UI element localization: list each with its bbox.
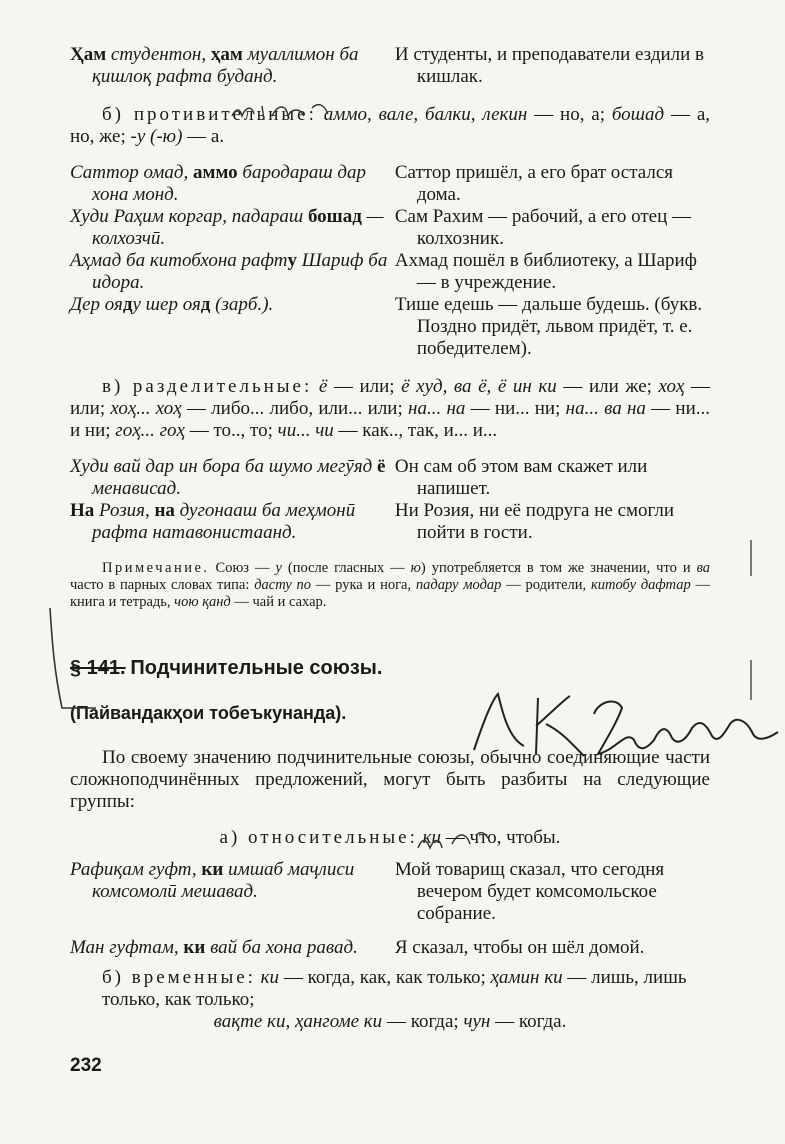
section-title: Подчинительные союзы. <box>130 657 383 679</box>
russian-translation: Ахмад пошёл в библиотеку, а Шариф — в учреждение. <box>394 250 697 293</box>
intro-paragraph: По своему значению подчинительные союзы, обычно соединяющие части сложноподчинённых предложений, могут быть разбиты на следующие группы: <box>70 747 710 812</box>
tajik-sentence: Худи вай дар ин бора ба шумо мегӯяд ё менависад. <box>70 456 386 499</box>
example-pair <box>70 500 710 544</box>
tajik-sentence: Ман гуфтам, ки вай ба хона равад. <box>70 937 358 958</box>
russian-translation: Ни Розия, ни её подруга не смогли пойти в гости. <box>394 500 675 543</box>
example-pair <box>70 456 710 500</box>
page-number: 232 <box>70 1055 102 1076</box>
disjunctive-definition: в) разделительные: ё — или; ё худ, ва ё, ё ин ки — или же; хоҳ — или; хоҳ... хоҳ — либо... либо, или... или; на... на — ни... ни; на... ва на — ни... и ни; гоҳ... гоҳ — то.., то; чи... чи — как.., так, и... и... <box>70 376 711 441</box>
russian-translation: И студенты, и преподаватели ездили в кишлак. <box>394 44 705 87</box>
right-margin-mark <box>745 540 757 700</box>
example-pair <box>70 44 710 88</box>
adversative-definition: б) противительные: аммо, вале, балки, лекин — но, а; бошад — а, но, же; -у (-ю) — а. <box>70 104 711 147</box>
tajik-sentence: Дер ояду шер ояд (зарб.). <box>70 294 274 315</box>
russian-translation: Тише едешь — дальше будешь. (букв. Поздно придёт, львом придёт, т. е. победителем). <box>394 294 703 359</box>
tajik-sentence: Рафиқам гуфт, ки имшаб маҷлиси комсомолӣ мешавад. <box>70 859 355 902</box>
section-number: § 141. <box>70 657 126 679</box>
example-pair <box>70 206 710 250</box>
russian-translation: Мой товарищ сказал, что сегодня вечером будет комсомольское собрание. <box>394 859 665 924</box>
example-pair <box>70 294 710 360</box>
russian-translation: Сам Рахим — рабочий, а его отец — колхозник. <box>394 206 692 249</box>
example-pair <box>70 937 710 959</box>
relative-definition: а) относительные: ки — что, чтобы. <box>219 827 561 848</box>
russian-translation: Саттор пришёл, а его брат остался дома. <box>394 162 674 205</box>
temporal-definition: б) временные: ки — когда, как, как только; ҳамин ки — лишь, лишь только, как только; вақте ки, ҳангоме ки — когда; чун — когда. <box>102 967 687 1032</box>
tajik-sentence: На Розия, на дугонааш ба меҳмонӣ рафта натавонистаанд. <box>70 500 356 543</box>
section-subtitle: (Пайвандакҳои тобеъкунанда). <box>70 703 347 723</box>
russian-translation: Он сам об этом вам скажет или напишет. <box>394 456 648 499</box>
footnote-remark: Примечание. Союз — у (после гласных — ю) употребляется в том же значении, что и ва часто в парных словах типа: дасту по — рука и нога, падару модар — родители, китобу дафтар — книга и тетрадь, чою қанд — чай и сахар. <box>70 560 711 610</box>
book-page <box>70 44 710 1077</box>
section-heading <box>70 657 710 680</box>
tajik-sentence: Худи Раҳим коргар, падараш бошад — колхозчӣ. <box>70 206 384 249</box>
example-pair <box>70 162 710 206</box>
tajik-sentence: Ҳам студентон, ҳам муаллимон ба қишлоқ рафта буданд. <box>70 44 359 87</box>
example-pair <box>70 859 710 925</box>
tajik-sentence: Аҳмад ба китобхона рафту Шариф ба идора. <box>70 250 388 293</box>
russian-translation: Я сказал, чтобы он шёл домой. <box>394 937 645 958</box>
example-pair <box>70 250 710 294</box>
tajik-sentence: Саттор омад, аммо бародараш дар хона монд. <box>70 162 367 205</box>
